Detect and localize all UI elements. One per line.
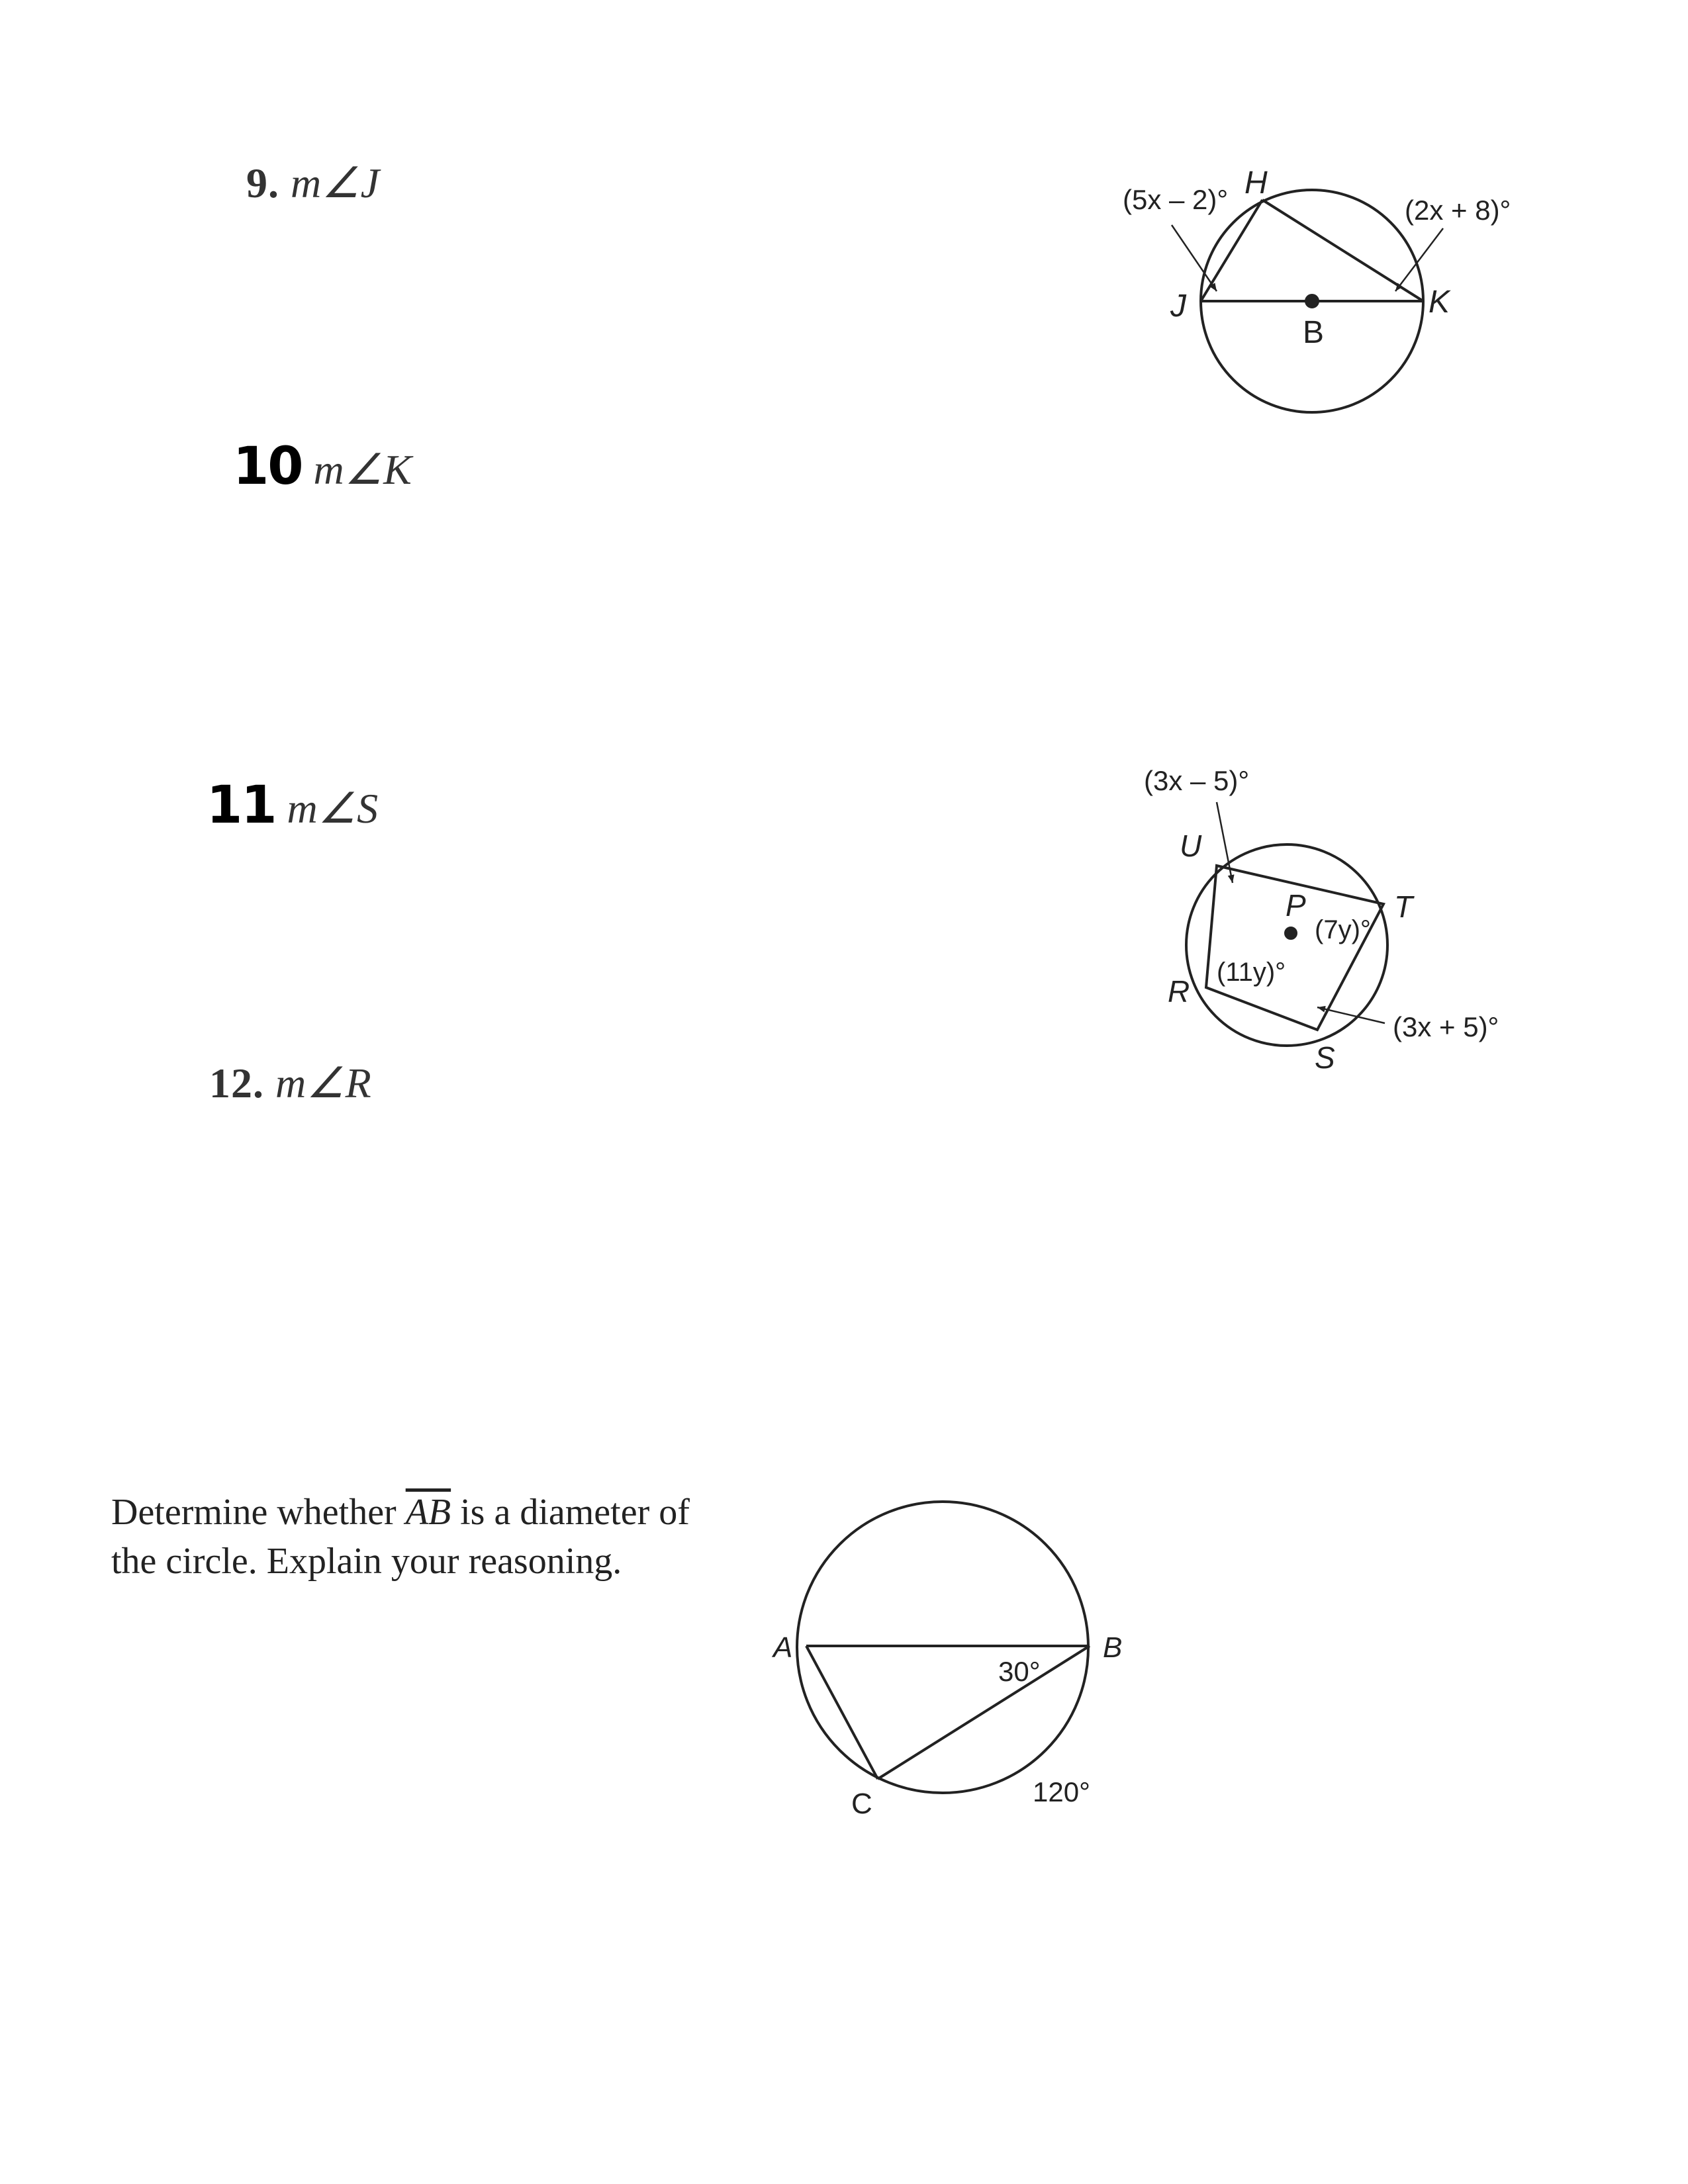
figure2-labels <box>1144 765 1499 1075</box>
chord-ac <box>806 1646 878 1779</box>
center-point-p <box>1286 928 1296 938</box>
angle-label-bottom: (3x + 5)° <box>1393 1011 1499 1042</box>
point-label-t: T <box>1394 889 1413 924</box>
point-label-j: J <box>1170 289 1186 324</box>
problem-expression: m∠S <box>287 785 379 832</box>
question-line-2: the circle. Explain your reasoning. <box>111 1541 622 1582</box>
chord-cb <box>878 1646 1090 1779</box>
figure-circle-hjk <box>1172 190 1443 412</box>
segment-label: $\overline{AB}$ <box>405 1492 451 1533</box>
center-point-b <box>1306 295 1318 307</box>
point-label-b: B <box>1103 1631 1123 1664</box>
angle-label-top: (3x – 5)° <box>1144 765 1250 796</box>
point-label-p: P <box>1286 888 1306 923</box>
problem-number: 12. <box>209 1060 264 1107</box>
arrow-bottom <box>1317 1007 1385 1023</box>
arc-label-left: (5x – 2)° <box>1123 184 1229 215</box>
point-label-b: B <box>1303 315 1325 350</box>
point-label-u: U <box>1180 829 1202 863</box>
point-label-h: H <box>1244 165 1268 201</box>
arc-label-right: (2x + 8)° <box>1405 195 1511 226</box>
figure-circle-abc <box>797 1502 1090 1793</box>
angle-label-inscribed: 30° <box>998 1656 1041 1687</box>
point-label-s: S <box>1315 1040 1335 1075</box>
point-label-r: R <box>1168 974 1190 1009</box>
problem-number: 9. <box>246 159 279 206</box>
problem-number-handwritten: 10 <box>233 437 303 496</box>
problem-expression: m∠J <box>291 159 380 206</box>
arc-label-cb: 120° <box>1033 1776 1090 1807</box>
problem-number-handwritten: 11 <box>207 776 276 835</box>
point-label-c: C <box>851 1788 872 1820</box>
point-label-a: A <box>773 1631 793 1664</box>
figure1-labels <box>1123 165 1511 350</box>
question-text-before: Determine whether <box>111 1492 397 1533</box>
problem-expression: m∠K <box>313 446 412 493</box>
point-label-k: K <box>1429 285 1450 320</box>
question-text-after: is a diameter of <box>460 1492 690 1533</box>
angle-label-inner-r: (11y)° <box>1217 958 1286 987</box>
problem-expression: m∠R <box>275 1060 372 1107</box>
angle-label-inner-t: (7y)° <box>1315 915 1371 944</box>
